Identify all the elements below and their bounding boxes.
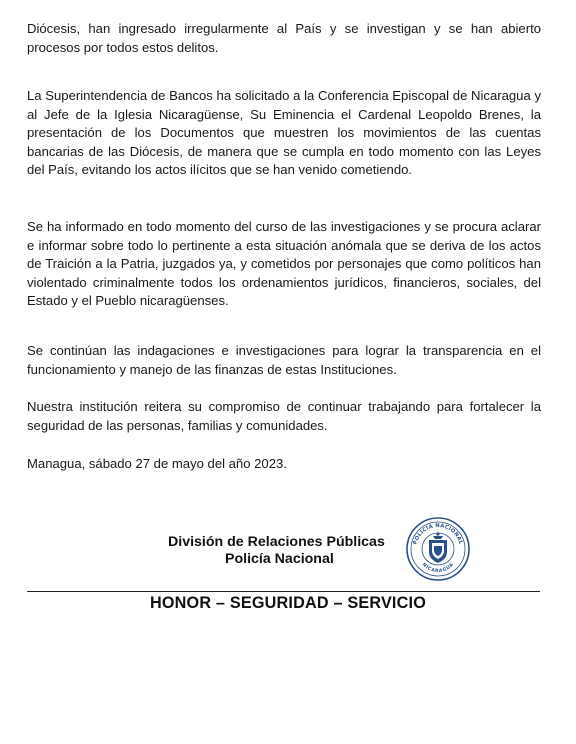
motto: HONOR – SEGURIDAD – SERVICIO	[149, 594, 427, 612]
paragraph-ongoing-inquiries: Se continúan las indagaciones e investigaciones para lograr la transparencia en el funcionamiento y manejo de las finanzas de estas Instituciones.	[27, 343, 541, 377]
seal-arc-top-text: POLICIA NACIONAL	[412, 522, 464, 546]
signature-block	[0, 530, 576, 580]
signature-division: División de Relaciones Públicas	[168, 534, 385, 550]
policia-nacional-seal-icon	[405, 516, 471, 582]
paragraph-institution-commitment: Nuestra institución reitera su compromiso de continuar trabajando para fortalecer la seguridad de las personas, familias y comunidades.	[27, 399, 541, 433]
signature-institution: Policía Nacional	[225, 551, 334, 567]
date-line: Managua, sábado 27 de mayo del año 2023.	[27, 456, 287, 471]
paragraph-investigation-updates: Se ha informado en todo momento del curso de las investigaciones y se procura aclarar e informar sobre todo lo pertinente a esta situación anómala que se deriva de los actos de Traición a la Patria, juzgados ya, y cometidos por personajes que como políticos han violentado criminalmente todos los ordenamientos jurídicos, financieros, sociales, del Estado y el Pueblo nicaragüenses.	[27, 219, 541, 308]
paragraph-superintendency-request: La Superintendencia de Bancos ha solicitado a la Conferencia Episcopal de Nicaragua y al Jefe de la Iglesia Nicaragüense, Su Eminencia el Cardenal Leopoldo Brenes, la presentación de los Documentos que muestren los movimientos de las cuentas bancarias de las Diócesis, de manera que se cumpla en todo momento con las Leyes del País, evitando los actos ilícitos que se han venido cometiendo.	[27, 88, 541, 177]
seal-arc-bottom-text: NICARAGUA	[420, 562, 456, 575]
svg-text:NICARAGUA	[421, 562, 455, 574]
horizontal-divider	[27, 591, 540, 592]
paragraph-dioceses-processes: Diócesis, han ingresado irregularmente al País y se investigan y se han abierto procesos por todos estos delitos.	[27, 21, 541, 55]
